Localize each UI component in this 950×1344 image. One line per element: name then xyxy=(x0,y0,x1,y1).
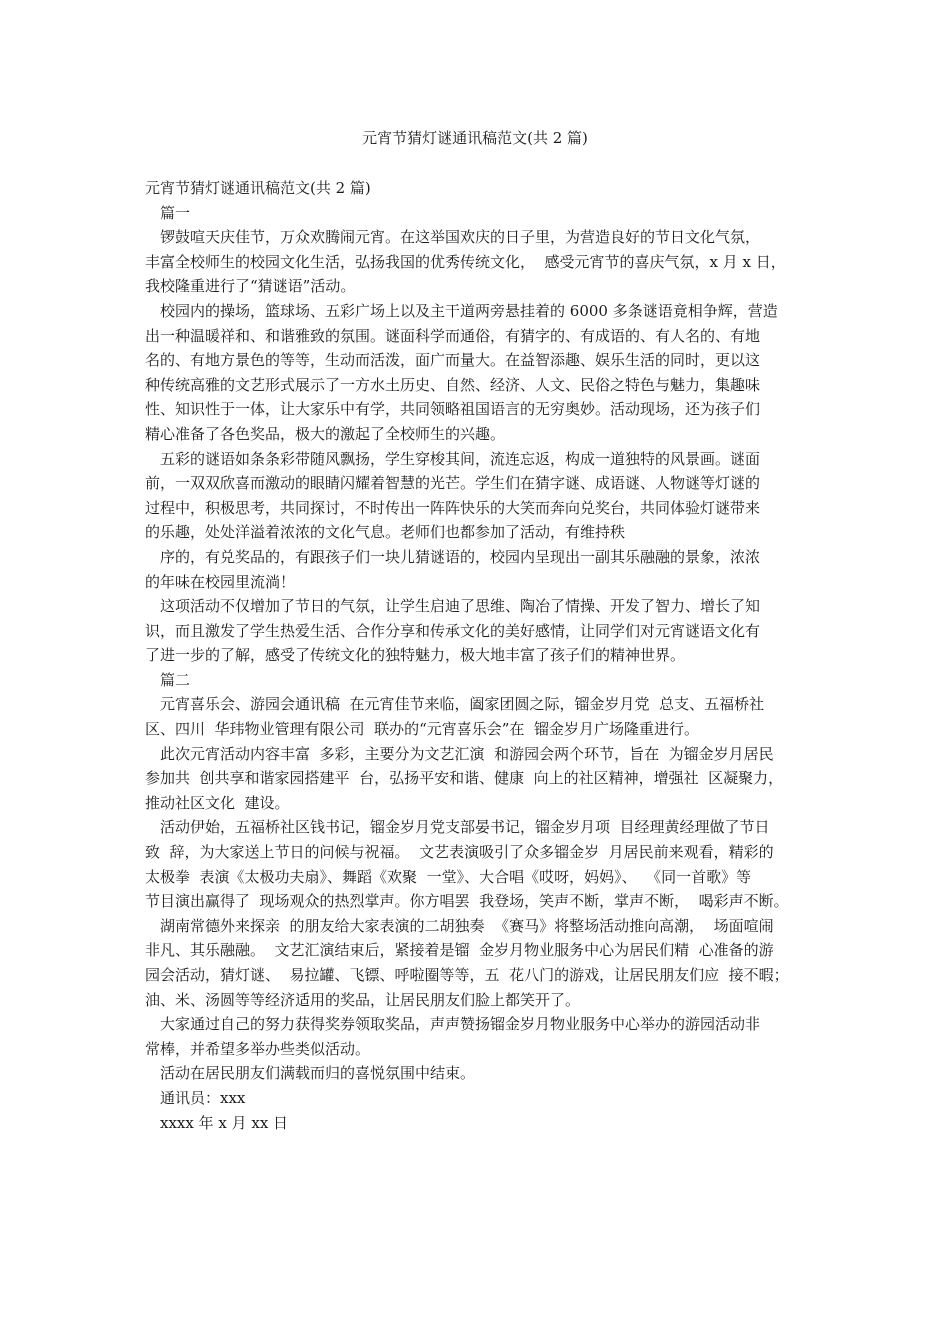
text-line: 了进一步的了解，感受了传统文化的独特魅力，极大地丰富了孩子们的精神世界。 xyxy=(145,646,686,665)
text-line: 五彩的谜语如条条彩带随风飘扬，学生穿梭其间，流连忘返，构成一道独特的风景画。谜面 xyxy=(160,449,761,468)
text-line: 我校隆重进行了“猜谜语”活动。 xyxy=(145,277,356,296)
text-line: 元宵喜乐会、游园会通讯稿 在元宵佳节来临，阖家团圆之际，镏金岁月党 总支、五福桥社 xyxy=(160,695,765,714)
text-line: 此次元宵活动内容丰富 多彩，主要分为文艺汇演 和游园会两个环节，旨在 为镏金岁月居民 xyxy=(160,744,774,763)
text-line: 的年味在校园里流淌！ xyxy=(145,572,296,591)
text-line: 致 辞，为大家送上节日的问候与祝福。 文艺表演吸引了众多镏金岁 月居民前来观看，精彩的 xyxy=(145,843,774,862)
text-line: 活动伊始，五福桥社区钱书记，镏金岁月党支部晏书记，镏金岁月项 目经理黄经理做了节日 xyxy=(160,818,770,837)
text-line: 序的，有兑奖品的，有跟孩子们一块儿猜谜语的，校园内呈现出一副其乐融融的景象，浓浓 xyxy=(160,547,761,566)
text-line: 校园内的操场，篮球场、五彩广场上以及主干道两旁悬挂着的 6000 多条谜语竟相争辉，营造 xyxy=(160,301,778,320)
text-line: 园会活动，猜灯谜、 易拉罐、飞镖、呼啦圈等等，五 花八门的游戏，让居民朋友们应 接不暇； xyxy=(145,966,789,984)
text-line: 大家通过自己的努力获得奖券领取奖品，声声赞扬镏金岁月物业服务中心举办的游园活动非 xyxy=(160,1015,761,1034)
text-line: 太极拳 表演《太极功夫扇》、舞蹈《欢聚 一堂》、大合唱《哎呀，妈妈》、 《同一首歌》等 xyxy=(145,867,752,886)
text-line: 识，而且激发了学生热爱生活、合作分享和传承文化的美好感情，让同学们对元宵谜语文化有 xyxy=(145,621,761,640)
text-line: 油、米、汤圆等等经济适用的奖品，让居民朋友们脸上都笑开了。 xyxy=(145,990,581,1009)
text-line: 丰富全校师生的校园文化生活，弘扬我国的优秀传统文化， 感受元宵节的喜庆气氛，x 月 x 日， xyxy=(145,252,786,271)
text-line: 性、知识性于一体，让大家乐中有学，共同领略祖国语言的无穷奥妙。活动现场，还为孩子们 xyxy=(145,400,761,419)
document-heading: 元宵节猜灯谜通讯稿范文(共 2 篇) xyxy=(145,179,371,197)
text-line: 常棒，并希望多举办些类似活动。 xyxy=(145,1039,371,1058)
text-line: 过程中，积极思考，共同探讨，不时传出一阵阵快乐的大笑而奔向兑奖台，共同体验灯谜带来 xyxy=(145,498,761,517)
text-line: 篇一 xyxy=(160,203,191,222)
text-line: 区、四川 华玮物业管理有限公司 联办的“元宵喜乐会”在 镏金岁月广场隆重进行。 xyxy=(145,720,699,739)
text-line: 的乐趣，处处洋溢着浓浓的文化气息。老师们也都参加了活动，有维持秩 xyxy=(145,523,626,542)
text-line: 锣鼓喧天庆佳节，万众欢腾闹元宵。在这举国欢庆的日子里，为营造良好的节日文化气氛， xyxy=(160,228,761,247)
text-line: 参加共 创共享和谐家园搭建平 台，弘扬平安和谐、健康 向上的社区精神，增强社 区凝聚力， xyxy=(145,769,784,788)
text-line: 节目演出赢得了 现场观众的热烈掌声。你方唱罢 我登场，笑声不断，掌声不断， 喝彩声不断。 xyxy=(145,892,789,911)
text-line: 非凡、其乐融融。 文艺汇演结束后，紧接着是镏 金岁月物业服务中心为居民们精 心准备的游 xyxy=(145,941,774,960)
text-line: 前，一双双欣喜而激动的眼睛闪耀着智慧的光芒。学生们在猜字谜、成语谜、人物谜等灯谜的 xyxy=(145,474,761,493)
text-line: 这项活动不仅增加了节日的气氛，让学生启迪了思维、陶冶了情操、开发了智力、增长了知 xyxy=(160,597,761,616)
text-line: 出一种温暖祥和、和谐雅致的氛围。谜面科学而通俗，有猜字的、有成语的、有人名的、有地 xyxy=(145,326,761,345)
text-line: 湖南常德外来探亲 的朋友给大家表演的二胡独奏 《赛马》将整场活动推向高潮， 场面喧闹 xyxy=(160,916,774,935)
text-line: 精心准备了各色奖品，极大的激起了全校师生的兴趣。 xyxy=(145,424,506,443)
text-line: 种传统高雅的文艺形式展示了一方水土历史、自然、经济、人文、民俗之特色与魅力，集趣味 xyxy=(145,375,761,394)
page-title: 元宵节猜灯谜通讯稿范文(共 2 篇) xyxy=(362,129,588,147)
text-line: 通讯员：xxx xyxy=(160,1088,246,1107)
text-line: 推动社区文化 建设。 xyxy=(145,793,290,812)
document-body xyxy=(145,176,825,1135)
text-line: xxxx 年 x 月 xx 日 xyxy=(160,1113,289,1132)
text-line: 篇二 xyxy=(160,670,191,689)
text-line: 活动在居民朋友们满载而归的喜悦氛围中结束。 xyxy=(160,1064,476,1083)
text-line: 名的、有地方景色的等等，生动而活泼，面广而量大。在益智添趣、娱乐生活的同时，更以这 xyxy=(145,351,761,370)
